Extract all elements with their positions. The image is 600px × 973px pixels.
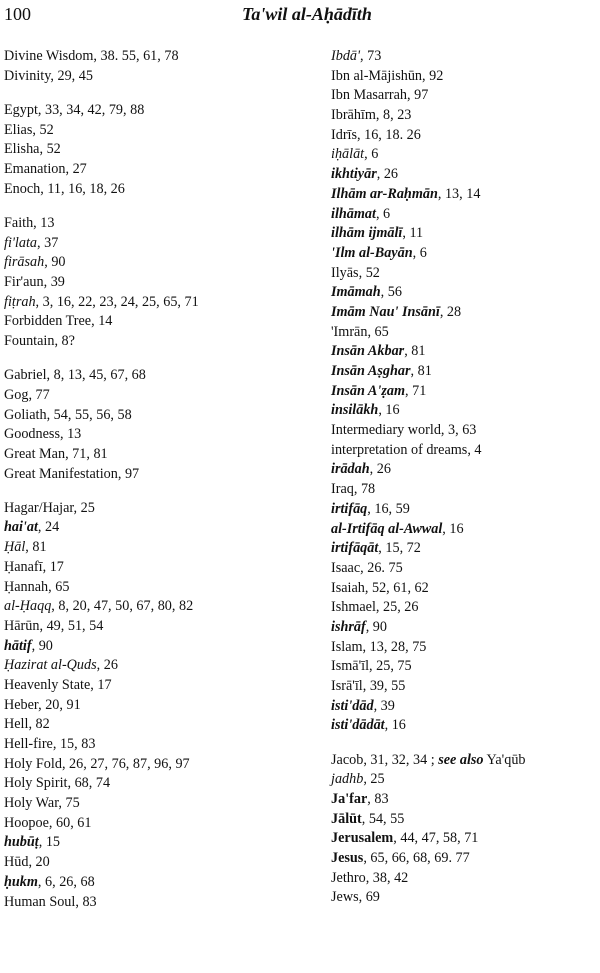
index-term: jadhb (331, 771, 364, 788)
index-term: Elias (4, 121, 33, 138)
index-pages: , 20 (28, 854, 50, 871)
index-term: Ibdā' (331, 48, 361, 64)
index-pages: , 31, 32, 34 ; (363, 751, 439, 768)
index-entry (331, 697, 600, 717)
index-term: Jews (331, 889, 359, 906)
index-term: Hagar/Hajar (4, 499, 74, 516)
index-entry (331, 810, 600, 830)
index-entry (4, 715, 324, 735)
index-entry (4, 445, 324, 465)
index-pages: , 82 (28, 716, 50, 733)
index-entry (331, 539, 600, 559)
index-pages: , 25, 26 (375, 599, 419, 616)
index-entry (331, 205, 600, 225)
index-entry (331, 67, 600, 87)
index-entry (331, 849, 600, 869)
index-pages: , 26, 27, 76, 87, 96, 97 (61, 755, 190, 772)
index-term: Ibn al-Mājishūn (331, 67, 423, 84)
index-pages: , 97 (117, 465, 140, 482)
index-term: insilākh (331, 402, 379, 419)
index-pages: , 90 (31, 637, 53, 654)
index-term: Jacob (331, 751, 364, 768)
index-pages: , 11 (402, 225, 424, 242)
section-gap (4, 352, 324, 367)
index-pages: , 8, 23 (375, 107, 412, 124)
index-pages: , 44, 47, 58, 71 (393, 830, 479, 847)
index-term: isti'dādāt (331, 717, 385, 734)
section-gap (4, 199, 324, 214)
index-entry (4, 234, 324, 254)
index-term: Egypt (4, 101, 38, 118)
index-pages: , 27 (65, 160, 87, 177)
index-entry (4, 853, 324, 873)
index-term: Ibn Masarrah (331, 87, 408, 104)
index-term: Insān A'ẓam (331, 382, 405, 399)
index-term: iḥālāt (331, 146, 365, 163)
index-pages: , 90 (365, 618, 387, 635)
index-entry (4, 774, 324, 794)
index-term: 'Ilm al-Bayān (331, 244, 413, 261)
index-pages: , 11, 16, 18, 26 (40, 180, 125, 197)
index-pages: , 39, 55 (362, 678, 406, 694)
index-pages: , 20, 91 (38, 696, 81, 713)
index-term: Fir'aun (4, 273, 44, 290)
index-term: Goliath (4, 406, 47, 423)
index-entry (4, 406, 324, 426)
index-pages: , 16 (442, 520, 464, 537)
index-entry (4, 47, 324, 67)
index-entry (4, 893, 324, 913)
index-entry (4, 366, 324, 386)
index-pages: , 8, 20, 47, 50, 67, 80, 82 (51, 598, 194, 615)
index-term: al-Ḥaqq (4, 598, 52, 615)
index-pages: , 52 (39, 141, 61, 158)
index-term: Jesus (331, 850, 364, 866)
index-term: Holy Fold (4, 755, 62, 772)
index-entry (331, 770, 600, 790)
index-entry (331, 460, 600, 480)
index-term: Ilhām ar-Raḥmān (331, 185, 438, 202)
index-term: Isaiah (331, 579, 365, 596)
index-pages: , 25 (363, 771, 385, 788)
index-term: Intermediary world (331, 422, 441, 439)
index-term: Ishmael (331, 599, 376, 616)
index-term: Hūd (4, 854, 29, 871)
index-term: Great Man (4, 445, 66, 462)
index-pages: , 16, 59 (367, 500, 410, 517)
index-term: Imām Nau' Insānī (331, 303, 440, 320)
index-pages: , 26 (376, 166, 399, 183)
index-entry (4, 214, 324, 234)
index-entry (331, 165, 600, 185)
index-pages: , 77 (28, 386, 50, 403)
index-entry (4, 755, 324, 775)
index-pages: , 3, 16, 22, 23, 24, 25, 65, 71 (35, 293, 199, 310)
index-entry (4, 637, 324, 657)
index-pages: , 92 (422, 67, 444, 84)
index-term: isti'dād (331, 697, 374, 714)
index-pages: , 71, 81 (65, 445, 108, 462)
index-entry (4, 617, 324, 637)
page-number: 100 (4, 4, 31, 24)
index-pages: , 17 (42, 558, 64, 575)
see-also-target: Ya'qūb (483, 751, 526, 768)
index-term: Ja'far (331, 790, 368, 807)
index-pages: , 39 (43, 273, 65, 290)
index-term: Heavenly State (4, 676, 91, 693)
index-column-right (331, 47, 600, 908)
index-term: Divinity (4, 67, 51, 84)
index-entry (4, 465, 324, 485)
index-entry (4, 538, 324, 558)
index-entry (331, 224, 600, 244)
index-pages: , 65 (48, 578, 70, 595)
index-entry (331, 598, 600, 618)
index-entry (4, 386, 324, 406)
index-pages: , 24 (37, 519, 60, 536)
index-entry (4, 273, 324, 293)
index-entry (331, 244, 600, 264)
index-pages: , 28 (439, 303, 462, 320)
index-term: Emanation (4, 160, 66, 177)
index-pages: , 81 (404, 343, 426, 360)
index-pages: , 6, 26, 68 (37, 873, 95, 890)
index-term: Ismā'īl (331, 658, 370, 675)
index-entry (4, 180, 324, 200)
index-entry (4, 312, 324, 332)
index-entry (4, 696, 324, 716)
index-term: Heber (4, 696, 39, 713)
index-term: al-Irtifāq al-Awwal (331, 520, 443, 537)
index-pages: , 83 (75, 893, 97, 910)
index-entry (331, 401, 600, 421)
index-pages: , 83 (367, 790, 389, 807)
index-entry (331, 342, 600, 362)
index-term: Fountain (4, 332, 55, 349)
index-term: Insān Aṣghar (331, 363, 411, 379)
index-term: Isaac (331, 559, 361, 576)
index-term: ikhtiyār (331, 166, 377, 183)
index-entry (331, 106, 600, 126)
index-term: interpretation of dreams (331, 441, 468, 458)
index-column-left (4, 47, 324, 912)
index-pages: , 90 (44, 254, 66, 271)
index-pages: , 52 (32, 121, 54, 138)
index-term: Jerusalem (331, 830, 394, 847)
index-entry (331, 86, 600, 106)
index-term: ilhāmat (331, 205, 376, 222)
index-entry (4, 67, 324, 87)
index-pages: , 54, 55 (361, 810, 405, 827)
index-term: hai'at (4, 519, 38, 536)
index-entry (4, 814, 324, 834)
index-term: fi'lata (4, 234, 37, 251)
index-entry (331, 362, 600, 382)
index-pages: , 17 (90, 676, 112, 693)
index-entry (331, 126, 600, 146)
index-term: Ḥannah (4, 578, 49, 595)
index-entry (4, 425, 324, 445)
index-entry (331, 618, 600, 638)
index-pages: , 37 (37, 234, 59, 251)
index-entry (331, 520, 600, 540)
index-pages: , 65 (367, 323, 389, 340)
index-pages: , 16 (378, 402, 400, 419)
index-term: Divine Wisdom (4, 48, 94, 64)
index-pages: , 81 (410, 363, 432, 379)
index-pages: , 52, 61, 62 (364, 579, 429, 596)
index-term: Hell (4, 716, 29, 733)
index-entry (331, 579, 600, 599)
index-entry (331, 790, 600, 810)
index-term: Great Manifestation (4, 465, 118, 482)
index-pages: , 73 (360, 48, 382, 64)
index-entry (331, 323, 600, 343)
index-entry (331, 829, 600, 849)
index-entry (331, 677, 600, 697)
index-entry (331, 751, 600, 771)
index-entry (4, 101, 324, 121)
index-entry (331, 145, 600, 165)
index-entry (4, 597, 324, 617)
index-pages: , 13, 14 (437, 185, 481, 202)
index-entry (331, 185, 600, 205)
index-entry (331, 638, 600, 658)
index-term: Holy Spirit (4, 775, 68, 792)
index-pages: , 71 (405, 382, 427, 399)
index-entry (331, 559, 600, 579)
index-entry (4, 140, 324, 160)
index-pages: , 38. 55, 61, 78 (93, 48, 179, 64)
index-pages: , 81 (25, 539, 47, 556)
index-pages: , 29, 45 (50, 67, 93, 84)
index-term: irādah (331, 461, 370, 478)
index-term: irtifāqāt (331, 540, 379, 557)
index-entry (331, 500, 600, 520)
index-pages: , 60, 61 (48, 814, 92, 831)
index-pages: , 26 (369, 461, 391, 478)
index-term: ishrāf (331, 618, 366, 635)
index-pages: , 65, 66, 68, 69. 77 (363, 850, 470, 866)
section-gap (4, 484, 324, 499)
index-pages: , 6 (375, 205, 391, 222)
index-term: Holy War (4, 795, 59, 812)
index-pages: , 3, 63 (440, 422, 477, 439)
index-pages: , 15, 72 (378, 540, 421, 557)
index-term: irtifāq (331, 500, 368, 517)
index-entry (4, 160, 324, 180)
index-term: Faith (4, 214, 34, 231)
index-pages: , 54, 55, 56, 58 (46, 406, 132, 423)
index-term: Elisha (4, 141, 40, 158)
index-pages: , 56 (380, 284, 402, 301)
index-entry (4, 873, 324, 893)
index-term: Islam (331, 638, 363, 655)
index-term: fiṭrah (4, 293, 36, 310)
index-pages: , 38, 42 (365, 869, 409, 886)
index-term: Goodness (4, 426, 60, 443)
index-pages: , 8, 13, 45, 67, 68 (46, 367, 146, 384)
index-entry (331, 47, 600, 67)
index-pages: , 8? (54, 332, 75, 349)
index-pages: , 26. 75 (360, 559, 403, 576)
index-term: Idrīs (331, 126, 358, 143)
index-term: Jālūt (331, 810, 362, 827)
index-pages: , 25 (73, 499, 95, 516)
index-term: Ḥazirat al-Quds (4, 657, 97, 674)
index-pages: , 16, 18. 26 (357, 126, 421, 143)
index-term: Hārūn (4, 617, 40, 634)
index-term: Human Soul (4, 893, 76, 910)
index-term: 'Imrān (331, 323, 368, 340)
index-entry (331, 869, 600, 889)
index-pages: , 33, 34, 42, 79, 88 (37, 101, 145, 118)
running-title: Ta'wil al-Aḥādīth (242, 4, 372, 24)
index-term: Hoopoe (4, 814, 49, 831)
index-pages: , 69 (358, 889, 380, 906)
index-term: Gabriel (4, 367, 47, 384)
index-term: firāsah (4, 254, 45, 271)
index-entry (331, 480, 600, 500)
index-term: Hell-fire (4, 736, 53, 752)
index-term: hātif (4, 637, 32, 654)
index-pages: , 6 (364, 146, 379, 163)
index-term: Ḥanafī (4, 558, 43, 575)
index-entry (4, 676, 324, 696)
index-entry (4, 735, 324, 755)
index-pages: , 25, 75 (369, 658, 412, 675)
index-pages: , 26 (96, 657, 118, 674)
section-gap (4, 86, 324, 101)
index-term: hubūṭ (4, 834, 39, 851)
index-pages: , 68, 74 (67, 775, 111, 792)
index-entry (331, 441, 600, 461)
index-entry (4, 578, 324, 598)
index-entry (331, 421, 600, 441)
index-entry (4, 332, 324, 352)
index-term: ilhām ijmālī (331, 225, 403, 242)
section-gap (331, 736, 600, 751)
index-term: Insān Akbar (331, 343, 405, 360)
index-term: Forbidden Tree (4, 313, 92, 330)
index-entry (4, 293, 324, 313)
index-term: Isrā'īl (331, 678, 363, 694)
index-term: Ḥāl (4, 539, 26, 556)
index-term: Jethro (331, 869, 366, 886)
index-pages: , 15 (38, 834, 60, 851)
index-entry (4, 499, 324, 519)
index-pages: , 49, 51, 54 (39, 617, 104, 634)
index-pages: , 39 (373, 697, 395, 714)
index-term: Iraq (331, 481, 354, 498)
index-entry (4, 794, 324, 814)
index-pages: , 16 (384, 717, 406, 734)
index-term: ḥukm (4, 873, 38, 890)
index-entry (4, 121, 324, 141)
index-pages: , 78 (353, 481, 376, 498)
index-pages: , 13 (33, 214, 55, 231)
index-entry (4, 518, 324, 538)
index-entry (331, 382, 600, 402)
index-pages: , 13 (59, 426, 82, 443)
index-pages: , 52 (358, 264, 380, 281)
index-term: Imāmah (331, 284, 381, 301)
index-entry (4, 833, 324, 853)
index-entry (4, 558, 324, 578)
index-entry (331, 888, 600, 908)
index-entry (331, 264, 600, 284)
index-entry (4, 253, 324, 273)
index-entry (331, 716, 600, 736)
index-entry (331, 657, 600, 677)
index-entry (331, 303, 600, 323)
index-pages: , 6 (412, 244, 427, 261)
index-entry (331, 283, 600, 303)
index-pages: , 4 (467, 441, 482, 458)
index-term: Ibrāhīm (331, 107, 376, 124)
index-pages: , 14 (91, 313, 113, 330)
index-entry (4, 656, 324, 676)
index-term: Ilyās (331, 264, 359, 281)
index-pages: , 97 (407, 87, 429, 104)
index-term: Enoch (4, 180, 41, 197)
see-also-label: see also (438, 751, 484, 768)
index-pages: , 15, 83 (52, 736, 96, 752)
index-pages: , 13, 28, 75 (362, 638, 427, 655)
index-term: Gog (4, 386, 29, 403)
index-pages: , 75 (58, 795, 80, 812)
